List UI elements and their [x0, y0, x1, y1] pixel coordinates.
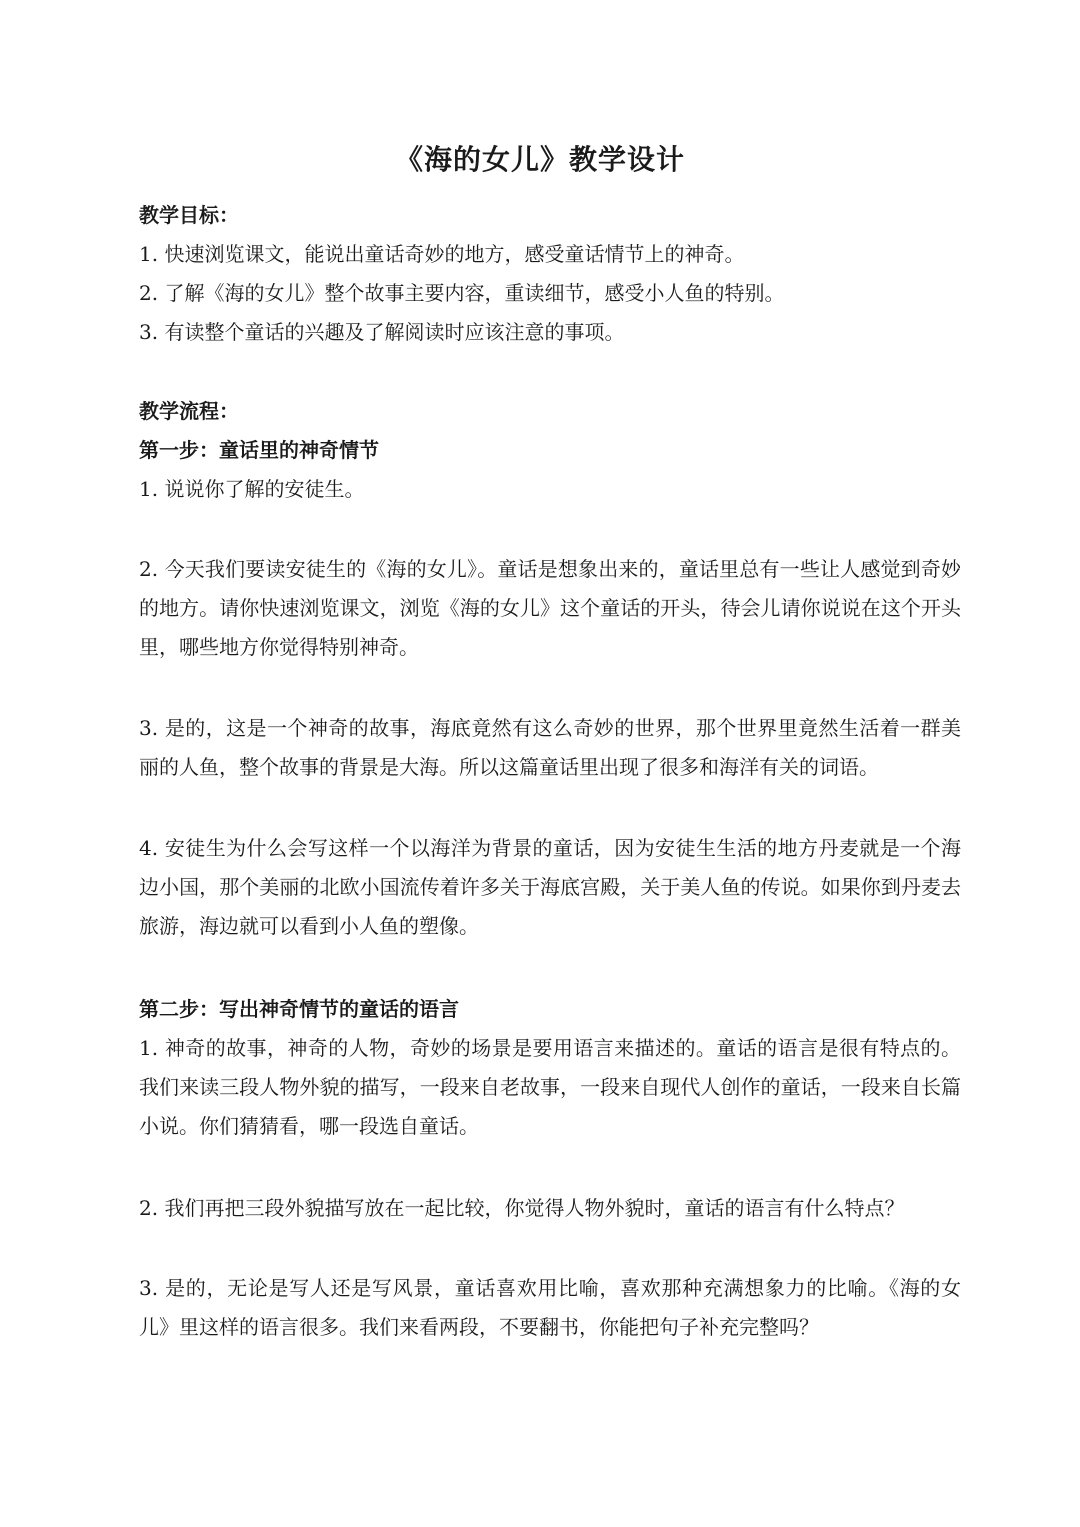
step1-paragraph-4 [139, 829, 961, 946]
step1-paragraph: 3. 是的，这是一个神奇的故事，海底竟然有这么奇妙的世界，那个世界里竟然生活着一群美丽的人鱼，整个故事的背景是大海。所以这篇童话里出现了很多和海洋有关的词语。 [139, 716, 961, 779]
step1-paragraph: 1. 说说你了解的安徒生。 [139, 477, 365, 501]
step2-heading: 第二步：写出神奇情节的童话的语言 [139, 997, 459, 1021]
step1-paragraph: 4. 安徒生为什么会写这样一个以海洋为背景的童话，因为安徒生生活的地方丹麦就是一个海边小国，那个美丽的北欧小国流传着许多关于海底宫殿，关于美人鱼的传说。如果你到丹麦去旅游，海边就可以看到小人鱼的塑像。 [139, 836, 961, 938]
document-title: 《海的女儿》教学设计 [394, 143, 685, 176]
step2-paragraph: 2. 我们再把三段外貌描写放在一起比较，你觉得人物外貌时，童话的语言有什么特点？ [139, 1196, 905, 1220]
step2-paragraph: 1. 神奇的故事，神奇的人物，奇妙的场景是要用语言来描述的。童话的语言是很有特点的。我们来读三段人物外貌的描写，一段来自老故事，一段来自现代人创作的童话，一段来自长篇小说。你们猜猜看，哪一段选自童话。 [139, 1036, 961, 1138]
step2-section [139, 990, 961, 1146]
step1-heading: 第一步：童话里的神奇情节 [139, 438, 379, 462]
step2-paragraph-2 [139, 1189, 961, 1228]
teaching-goals-heading: 教学目标： [139, 203, 239, 227]
goal-item: 1. 快速浏览课文，能说出童话奇妙的地方，感受童话情节上的神奇。 [139, 242, 745, 266]
step2-paragraph: 3. 是的，无论是写人还是写风景，童话喜欢用比喻，喜欢那种充满想象力的比喻。《海的女儿》里这样的语言很多。我们来看两段，不要翻书，你能把句子补充完整吗？ [139, 1276, 961, 1339]
step2-paragraph-3 [139, 1269, 961, 1347]
step1-paragraph: 2. 今天我们要读安徒生的《海的女儿》。童话是想象出来的，童话里总有一些让人感觉到奇妙的地方。请你快速浏览课文，浏览《海的女儿》这个童话的开头，待会儿请你说说在这个开头里，哪些地方你觉得特别神奇。 [139, 557, 961, 659]
goal-item: 2. 了解《海的女儿》整个故事主要内容，重读细节，感受小人鱼的特别。 [139, 281, 785, 305]
step1-paragraph-2 [139, 550, 961, 667]
teaching-process-section [139, 392, 961, 509]
teaching-goals-section [139, 196, 961, 352]
teaching-process-heading: 教学流程： [139, 399, 239, 423]
step1-paragraph-3 [139, 709, 961, 787]
goal-item: 3. 有读整个童话的兴趣及了解阅读时应该注意的事项。 [139, 320, 625, 344]
